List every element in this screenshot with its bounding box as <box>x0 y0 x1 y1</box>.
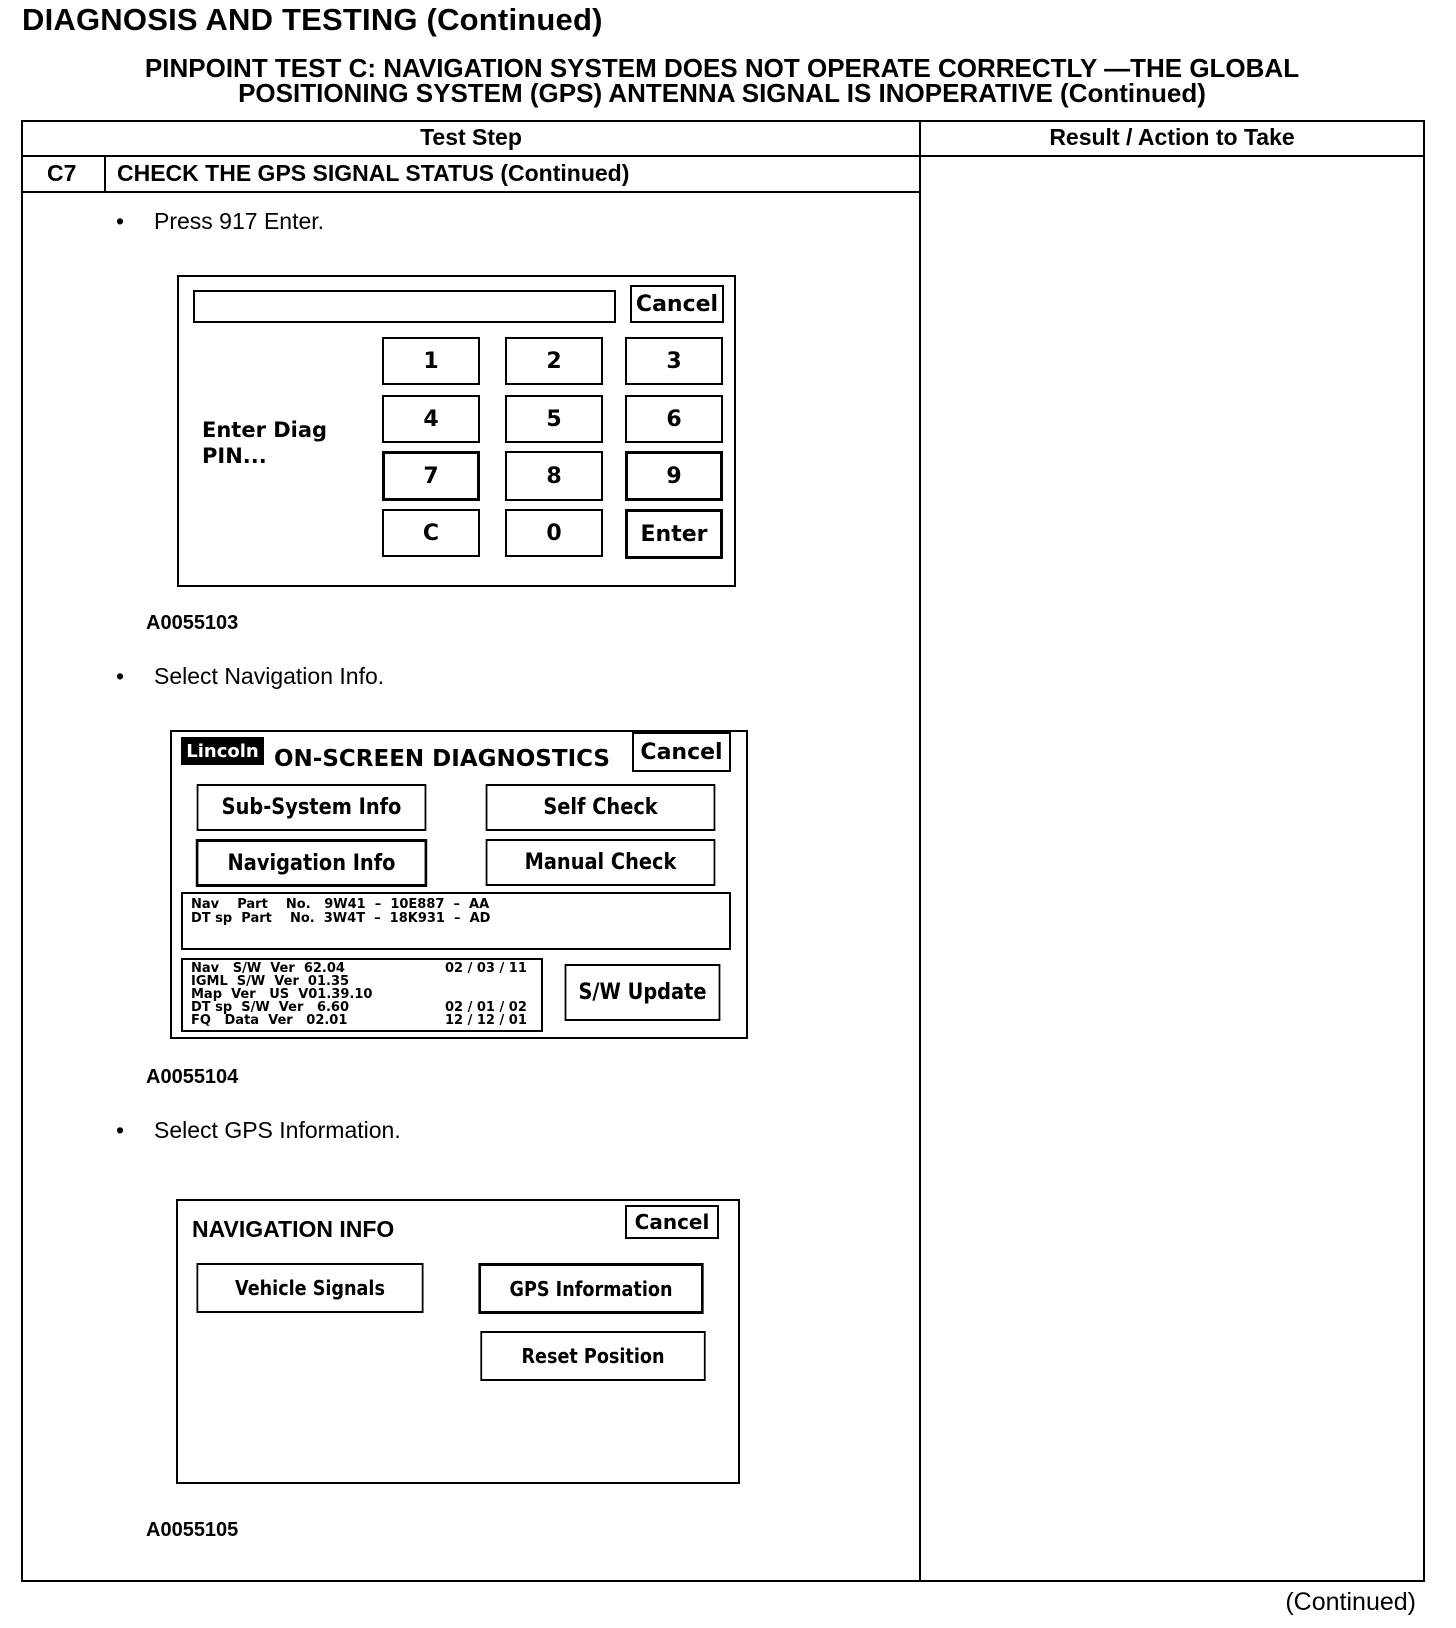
reset-position-button[interactable]: Reset Position <box>480 1331 705 1381</box>
key-2[interactable]: 2 <box>505 337 603 385</box>
test-subtitle <box>22 53 1422 108</box>
step-rule <box>21 191 921 193</box>
software-update-button[interactable]: S/W Update <box>565 964 721 1021</box>
cancel-button[interactable]: Cancel <box>630 285 724 323</box>
key-4[interactable]: 4 <box>382 395 480 443</box>
diagnostics-panel <box>170 730 748 1039</box>
cancel-button[interactable]: Cancel <box>625 1205 719 1239</box>
diagnostics-title: ON-SCREEN DIAGNOSTICS <box>274 746 610 772</box>
key-6[interactable]: 6 <box>625 395 723 443</box>
figure-id: A0055105 <box>146 1519 239 1541</box>
pin-entry-panel <box>177 275 736 587</box>
key-5[interactable]: 5 <box>505 395 603 443</box>
manual-check-button[interactable]: Manual Check <box>486 839 716 886</box>
bullet-marker: • <box>116 663 125 689</box>
column-divider <box>919 120 921 1582</box>
instruction-text: Select GPS Information. <box>154 1117 401 1143</box>
version-date: 12 / 12 / 01 <box>445 1013 527 1028</box>
subtitle-line-1: PINPOINT TEST C: NAVIGATION SYSTEM DOES NOT OPERATE CORRECTLY —THE GLOBAL <box>144 53 1300 83</box>
navigation-info-panel <box>176 1199 740 1484</box>
instruction-3 <box>116 1117 401 1144</box>
key-8[interactable]: 8 <box>505 451 603 501</box>
version-line: Nav S/W Ver 62.04 <box>191 961 345 976</box>
cancel-button[interactable]: Cancel <box>632 732 731 772</box>
step-id: C7 <box>47 160 77 186</box>
step-id-divider <box>104 157 106 193</box>
part-number-line: Nav Part No. 9W41 – 10E887 – AA <box>191 897 490 912</box>
figure-id: A0055103 <box>146 612 239 634</box>
self-check-button[interactable]: Self Check <box>486 784 716 831</box>
header-rule <box>21 155 1425 157</box>
instruction-1 <box>116 208 324 235</box>
key-1[interactable]: 1 <box>382 337 480 385</box>
version-date: 02 / 03 / 11 <box>445 961 527 976</box>
instruction-text: Select Navigation Info. <box>154 663 385 689</box>
continued-label: (Continued) <box>1285 1588 1416 1616</box>
bullet-marker: • <box>116 1117 125 1143</box>
version-line: FQ Data Ver 02.01 <box>191 1013 348 1028</box>
page-title: DIAGNOSIS AND TESTING (Continued) <box>22 2 603 37</box>
key-clear[interactable]: C <box>382 509 480 557</box>
sub-system-info-button[interactable]: Sub-System Info <box>197 784 427 831</box>
key-enter[interactable]: Enter <box>625 509 723 559</box>
navigation-info-title: NAVIGATION INFO <box>192 1216 395 1242</box>
key-0[interactable]: 0 <box>505 509 603 557</box>
instruction-text: Press 917 Enter. <box>154 208 325 234</box>
instruction-2 <box>116 663 384 690</box>
key-3[interactable]: 3 <box>625 337 723 385</box>
bullet-marker: • <box>116 208 125 234</box>
figure-id: A0055104 <box>146 1066 239 1088</box>
pin-prompt <box>202 417 327 469</box>
column-header-test-step: Test Step <box>420 124 522 150</box>
lincoln-logo: Lincoln <box>181 737 264 765</box>
navigation-info-button[interactable]: Navigation Info <box>196 839 427 887</box>
version-line: IGML S/W Ver 01.35 <box>191 974 350 989</box>
gps-information-button[interactable]: GPS Information <box>478 1263 703 1314</box>
column-header-result: Result / Action to Take <box>1049 124 1295 150</box>
version-line: DT sp S/W Ver 6.60 <box>191 1000 350 1015</box>
version-box <box>181 958 543 1032</box>
pin-prompt-line-1: Enter Diag <box>202 418 328 442</box>
pin-prompt-line-2: PIN... <box>202 444 267 468</box>
part-number-box <box>181 892 731 950</box>
vehicle-signals-button[interactable]: Vehicle Signals <box>196 1263 423 1313</box>
subtitle-line-2: POSITIONING SYSTEM (GPS) ANTENNA SIGNAL IS INOPERATIVE (Continued) <box>238 78 1206 108</box>
version-line: Map Ver US V01.39.10 <box>191 987 373 1002</box>
key-9[interactable]: 9 <box>625 451 723 501</box>
key-7[interactable]: 7 <box>382 451 480 501</box>
version-date: 02 / 01 / 02 <box>445 1000 527 1015</box>
part-number-line: DT sp Part No. 3W4T – 18K931 – AD <box>191 911 491 926</box>
step-title: CHECK THE GPS SIGNAL STATUS (Continued) <box>117 160 630 186</box>
pin-input[interactable] <box>193 290 616 323</box>
